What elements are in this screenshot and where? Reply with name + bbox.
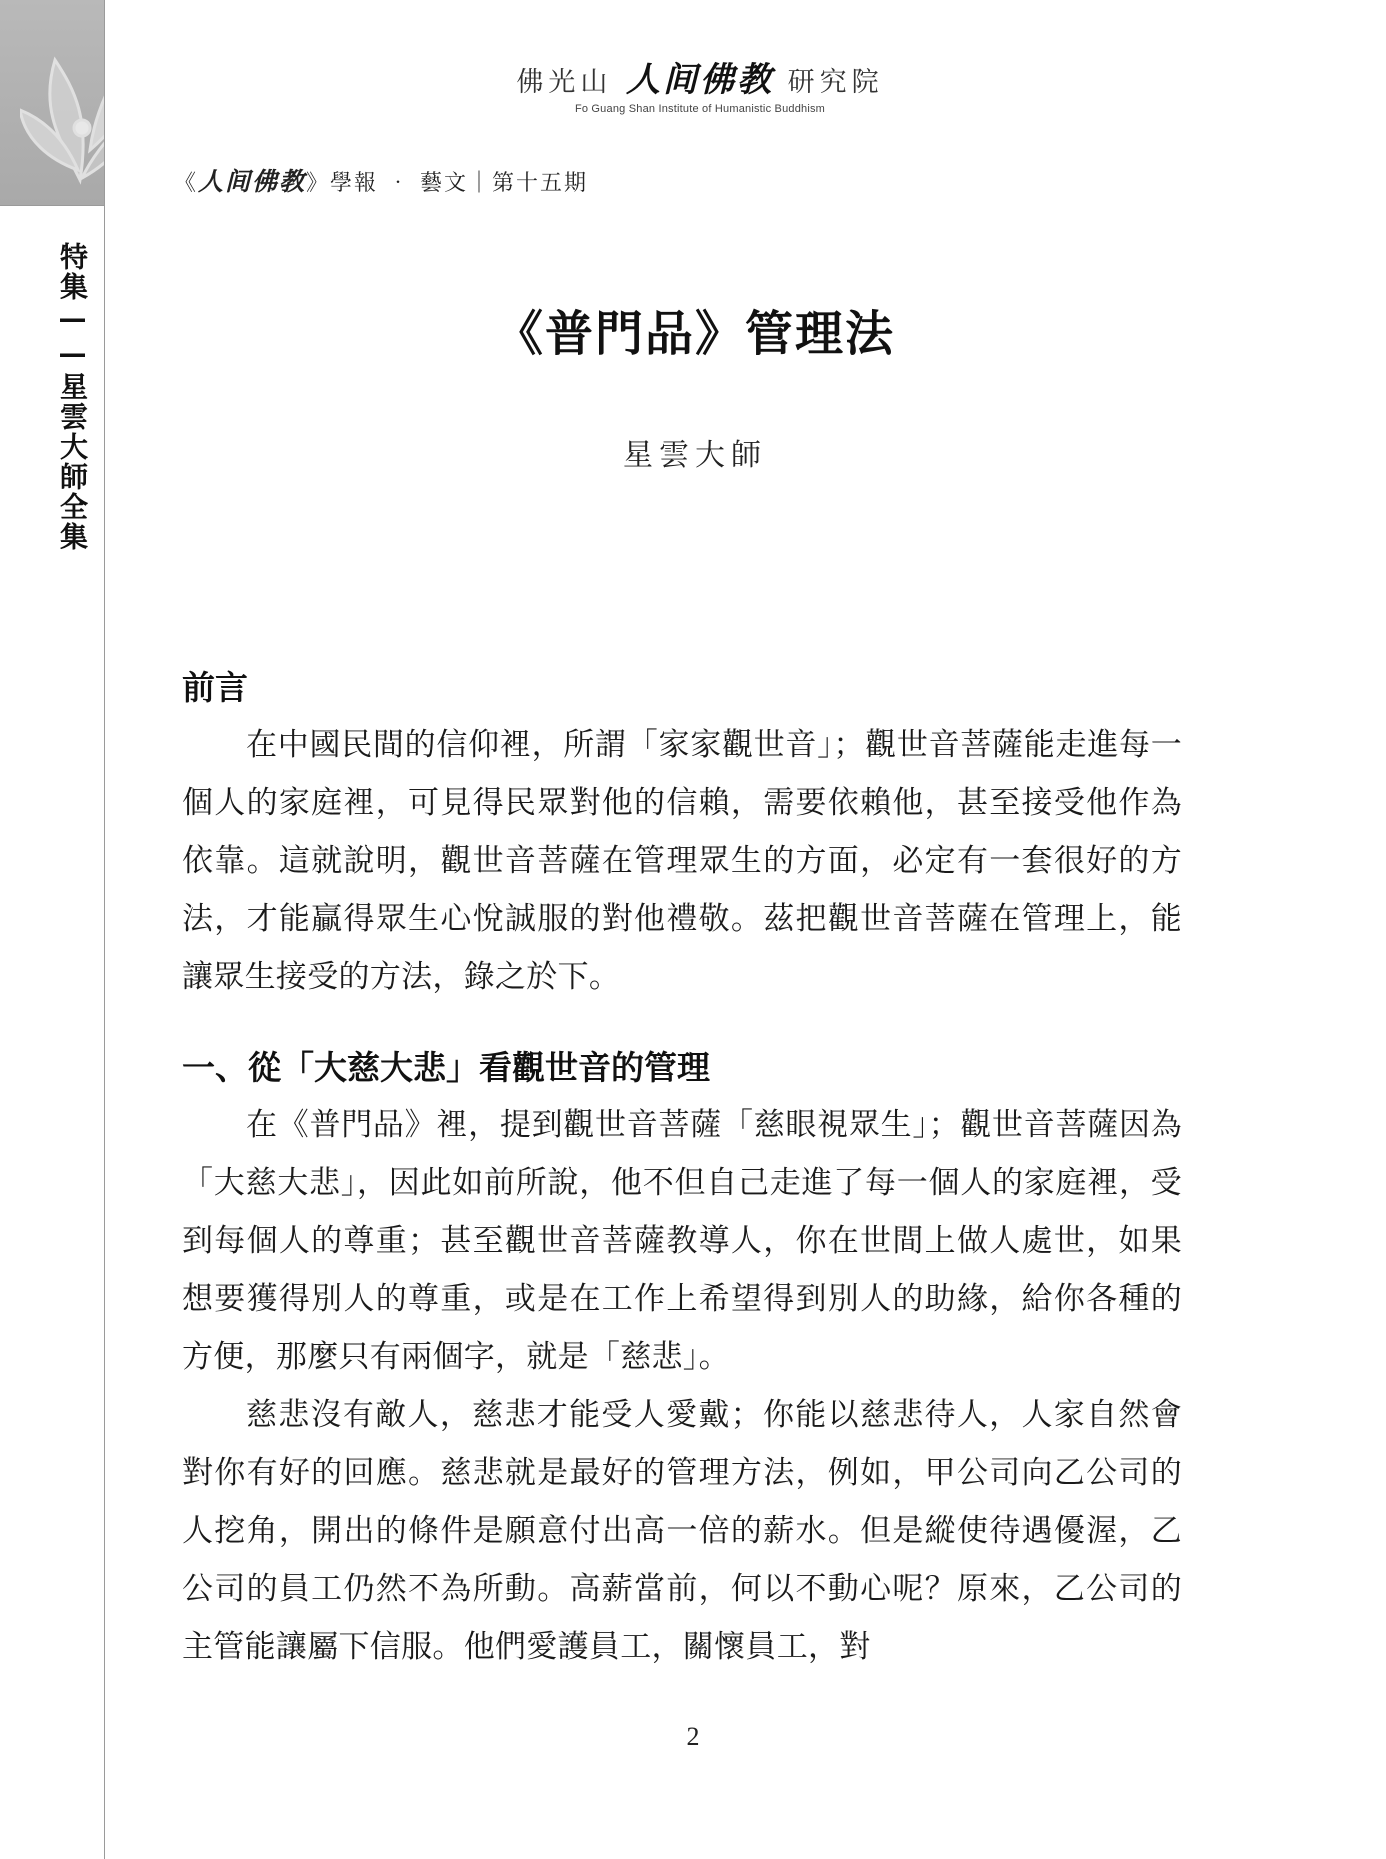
section-side-label: 特集——星雲大師全集 [56, 242, 89, 552]
institute-suffix: 研究院 [787, 67, 884, 98]
paragraph: 在《普門品》裡，提到觀世音菩薩「慈眼視眾生」；觀世音菩薩因為「大慈大悲」，因此如前所說，他不但自己走進了每一個人的家庭裡，受到每個人的尊重；甚至觀世音菩薩教導人，你在世間上做人處世，如果想要獲得別人的尊重，或是在工作上希望得到別人的助緣，給你各種的方便，那麼只有兩個字，就是「慈悲」。 [182, 1107, 1182, 1375]
paragraph: 慈悲沒有敵人，慈悲才能受人愛戴；你能以慈悲待人，人家自然會對你有好的回應。慈悲就是最好的管理方法，例如，甲公司向乙公司的人挖角，開出的條件是願意付出高一倍的薪水。但是縱使待遇優渥，乙公司的員工仍然不為所動。高薪當前，何以不動心呢？原來，乙公司的主管能讓屬下信服。他們愛護員工，關懷員工，對 [182, 1397, 1182, 1665]
article-title: 《普門品》管理法 [494, 306, 895, 362]
margin-rule [104, 0, 105, 1859]
page-number: 2 [686, 1722, 700, 1751]
journal-open-bracket: 《 [174, 171, 199, 196]
journal-running-header [174, 162, 588, 198]
institute-header [420, 62, 980, 115]
corner-decoration [0, 0, 104, 205]
journal-issue: 學報 ‧ 藝文｜第十五期 [330, 171, 589, 196]
section-heading-preface: 前言 [182, 668, 248, 707]
article-body [182, 660, 1182, 1676]
article-author: 星雲大師 [623, 438, 767, 473]
section-heading-compassion: 一、從「大慈大悲」看觀世音的管理 [182, 1048, 710, 1087]
institute-name [420, 62, 980, 101]
paragraph: 在中國民間的信仰裡，所謂「家家觀世音」；觀世音菩薩能走進每一個人的家庭裡，可見得民眾對他的信賴，需要依賴他，甚至接受他作為依靠。這就說明，觀世音菩薩在管理眾生的方面，必定有一套很好的方法，才能贏得眾生心悅誠服的對他禮敬。茲把觀世音菩薩在管理上，能讓眾生接受的方法，錄之於下。 [182, 727, 1182, 995]
journal-close-bracket: 》 [306, 171, 331, 196]
institute-english-name: Fo Guang Shan Institute of Humanistic Buddhism [574, 103, 826, 115]
corner-divider [0, 205, 104, 206]
journal-calligraphy: 人间佛教 [198, 167, 307, 196]
institute-prefix: 佛光山 [516, 67, 613, 98]
lotus-ornament-icon [20, 20, 104, 190]
institute-calligraphy-logo: 人间佛教 [626, 60, 774, 100]
